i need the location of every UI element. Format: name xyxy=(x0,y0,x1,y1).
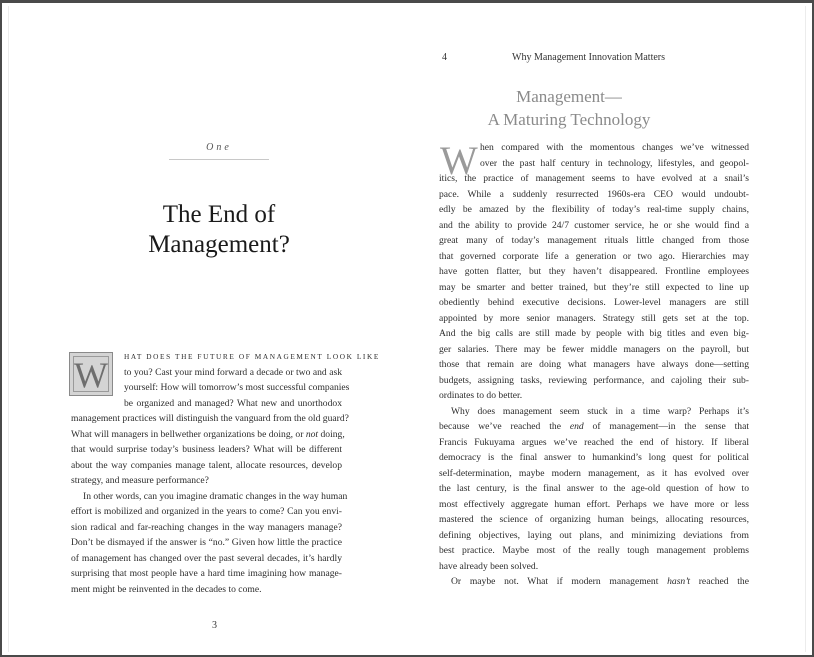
text-line: great many of today’s management rituals little changed from those xyxy=(439,235,749,246)
right-page xyxy=(409,3,814,655)
body-text xyxy=(439,171,749,590)
section-title-line: A Maturing Technology xyxy=(487,110,651,129)
text-line: What will managers in bellwether organizations be doing, or not doing, xyxy=(71,428,345,440)
text-line: that would surprise today’s business leaders? What will be different xyxy=(71,444,342,455)
text-line: have gotten flatter, but they haven’t disappeared. Frontline employees xyxy=(439,266,749,277)
running-head-title: Why Management Innovation Matters xyxy=(512,52,666,63)
text-line: itics, the practice of management seems to have evolved at a snail’s xyxy=(439,173,749,184)
text-line: mastered the science of organizing human beings, allocating resources, xyxy=(439,514,749,525)
text-line: ordinates to do better. xyxy=(439,390,523,401)
text-line: be organized and managed? What new and unorthodox xyxy=(124,397,342,409)
text-line: surprising that most people have a hard time imagining how manage- xyxy=(71,568,342,579)
opening-lines xyxy=(124,349,380,411)
dropcap-ornament xyxy=(69,352,113,396)
text-line: the last century, is the final answer to the age-old question of how to xyxy=(439,483,749,494)
text-line: strategy, and measure performance? xyxy=(71,475,209,486)
dropcap-letter: W xyxy=(440,138,478,183)
text-line: self-determination, maybe modern management, as it has evolved over xyxy=(439,467,749,479)
text-line: best practice. Maybe most of the really tough management problems xyxy=(439,545,749,556)
text-line: ger salaries. There may be fewer middle managers on the payroll, but xyxy=(439,343,749,355)
dropcap-letter: W xyxy=(74,355,108,395)
section-title xyxy=(439,85,699,131)
chapter-rule-divider xyxy=(169,159,269,160)
chapter-label: One xyxy=(206,142,232,153)
opening-lines xyxy=(480,140,749,171)
text-line: Or maybe not. What if modern management hasn’t reached the xyxy=(451,576,749,587)
text-line: defining objectives, laying out plans, and minimizing deviations from xyxy=(439,529,749,541)
text-line: And the big calls are still made by people with big titles and even big- xyxy=(439,328,749,339)
text-line: appointed by more senior managers. Strategy still gets set at the top. xyxy=(439,312,749,324)
section-title-line: Management— xyxy=(516,87,622,106)
text-line: pace. While a suddenly resurrected 1960s-era CEO would undoubt- xyxy=(439,188,749,200)
text-line: of management has changed over the past several decades, it’s hardly xyxy=(71,552,342,564)
text-line: to you? Cast your mind forward a decade or two and ask xyxy=(124,366,342,378)
text-line: budgets, assigning tasks, reviewing performance, and cajoling their sub- xyxy=(439,374,749,386)
text-line: and the ability to provide 24/7 customer service, he or she would find a xyxy=(439,219,749,231)
text-line: may be smarter and better trained, but they’re still expected to line up xyxy=(439,281,749,293)
text-line: democracy is the final answer to humankind’s long quest for political xyxy=(439,452,749,463)
text-line: ment might be reinvented in the decades to come. xyxy=(71,583,262,595)
text-line: Don’t be dismayed if the answer is “no.” Given how little the practice xyxy=(71,537,342,548)
chapter-title-line: The End of xyxy=(162,201,276,228)
text-line: management practices will distinguish the vanguard from the old guard? xyxy=(71,413,349,424)
running-head-page-number: 4 xyxy=(442,52,447,63)
text-line: Francis Fukuyama argues we’ve reached the end of history. If liberal xyxy=(439,436,749,448)
text-line: edly be amazed by the flexibility of today’s real-time supply chains, xyxy=(439,204,749,215)
text-line: hen compared with the momentous changes we’ve witnessed xyxy=(480,142,749,153)
text-line: because we’ve reached the end of management—in the sense that xyxy=(439,421,749,432)
text-line: sion radical and far-reaching changes in the way managers manage? xyxy=(71,521,342,533)
text-line: obediently behind executive decisions. Lower-level managers are still xyxy=(439,297,749,308)
text-line: over the past half century in technology, lifestyles, and geopol- xyxy=(480,157,749,169)
text-line: those that remain are doing what managers have always done—setting xyxy=(439,359,749,370)
text-line: effort is mobilized and organized in the years to come? Can you envi- xyxy=(71,506,342,517)
chapter-title-line: Management? xyxy=(148,231,290,258)
text-line: that governed corporate life a generation or two ago. Hierarchies may xyxy=(439,250,749,262)
left-page xyxy=(2,3,409,655)
page-number: 3 xyxy=(212,620,217,631)
chapter-title xyxy=(62,200,376,260)
text-line: Why does management seem stuck in a time warp? Perhaps it’s xyxy=(451,405,749,417)
text-line: about the way companies manage talent, allocate resources, develop xyxy=(71,459,342,471)
text-line: yourself: How will tomorrow’s most successful companies xyxy=(124,382,350,393)
body-text xyxy=(71,411,349,597)
text-line: most effectively aggregate human effort. Perhaps we have more or less xyxy=(439,498,749,510)
text-line: have already been solved. xyxy=(439,560,539,572)
text-line: In other words, can you imagine dramatic changes in the way human xyxy=(83,490,348,502)
text-line: HAT DOES THE FUTURE OF MANAGEMENT LOOK LIKE xyxy=(124,352,380,361)
